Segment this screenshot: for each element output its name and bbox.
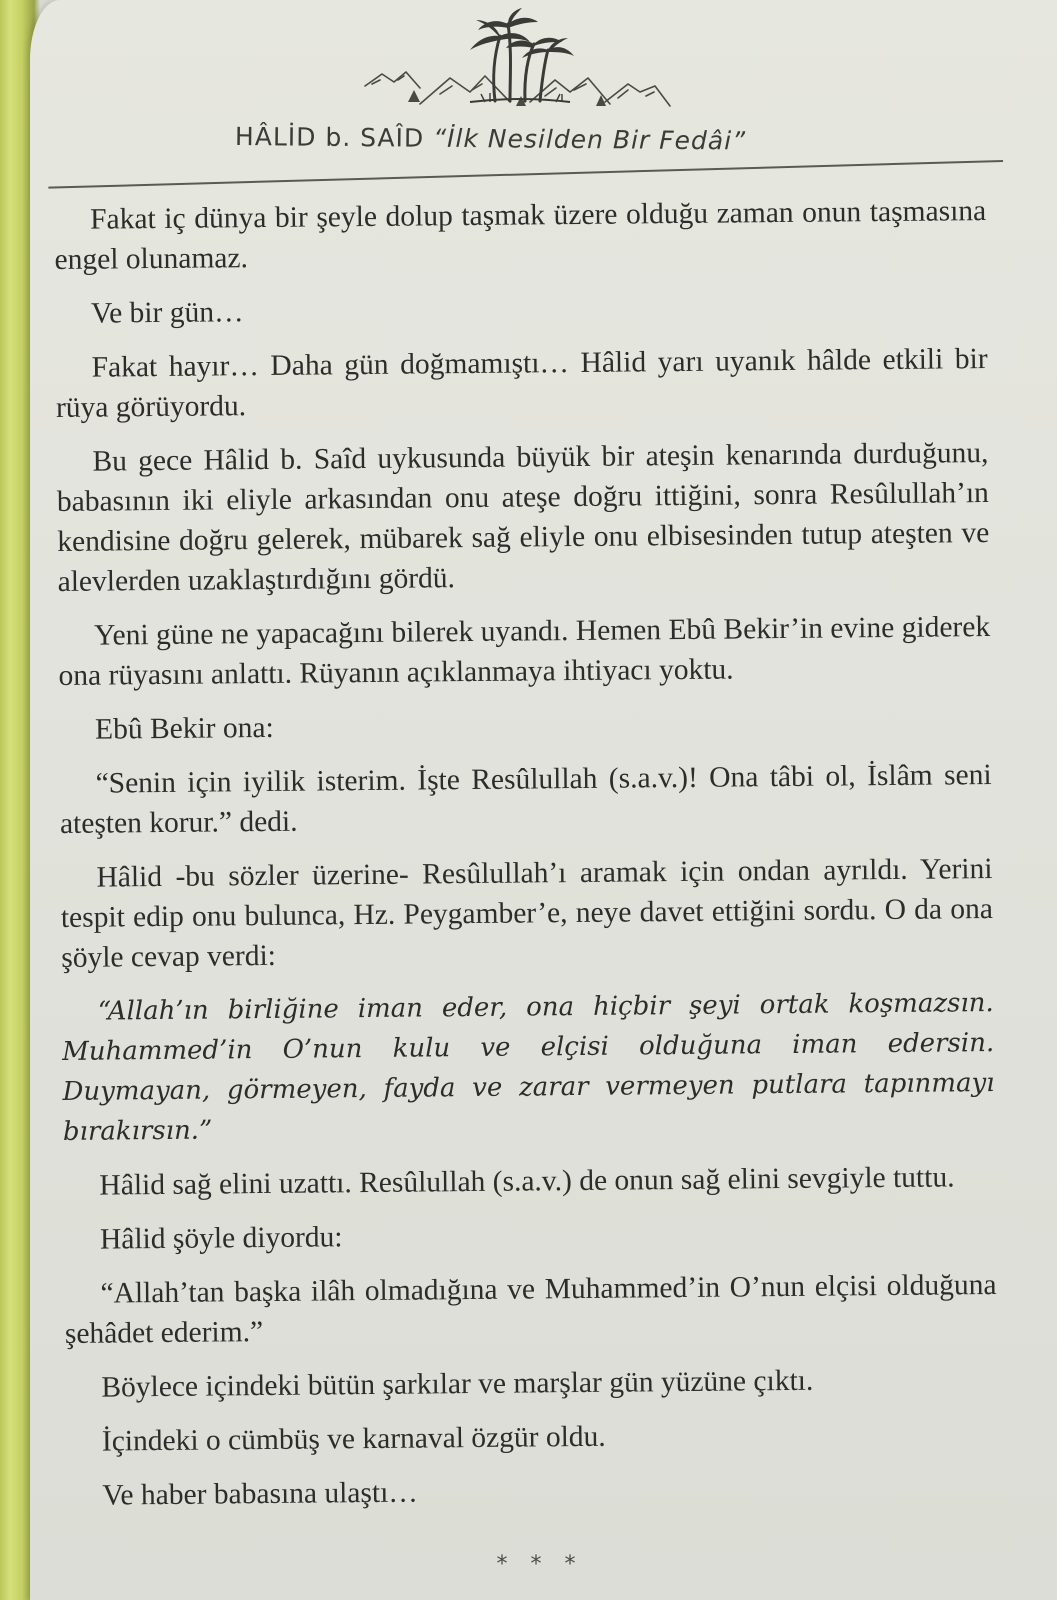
paragraph: Hâlid şöyle diyordu:: [99, 1221, 343, 1256]
paragraph: Yeni güne ne yapacağını bilerek uyandı. Hemen Ebû Bekir’in evine giderek ona rüyasını anlattı. Rüyanın açıklanmaya ihtiyacı yoktu.: [58, 611, 991, 692]
paragraph: Ve haber babasına ulaştı…: [102, 1476, 418, 1512]
paragraph: Ebû Bekir ona:: [94, 711, 274, 746]
paragraph: Hâlid -bu sözler üzerine- Resûlullah’ı aramak için ondan ayrıldı. Yerini tespit edip onu bulunca, Hz. Peygamber’e, neye davet ettiğini sordu. O da ona şöyle cevap verdi:: [60, 853, 994, 974]
section-break: * * *: [496, 1552, 584, 1577]
body-text: [54, 191, 999, 1530]
paragraph: Böylece içindeki bütün şarkılar ve marşlar gün yüzüne çıktı.: [101, 1364, 814, 1404]
quoted-paragraph: “Allah’ın birliğine iman eder, ona hiçbir şeyi ortak koşmazsın. Muhammed’in O’nun kulu ve elçisi olduğuna iman edersin. Duymayan, görmeyen, fayda ve zarar vermeyen putlara tapınmayı bırakırsın.”: [62, 988, 995, 1147]
palm-trees-mountains-illustration: [360, 6, 690, 118]
header-rule: [48, 160, 1003, 189]
paragraph: İçindeki o cümbüş ve karnaval özgür oldu.: [101, 1420, 606, 1458]
running-head-name: HÂLİD b. SAÎD: [234, 122, 425, 153]
paragraph: Fakat iç dünya bir şeyle dolup taşmak üzere olduğu zaman onun taşmasına engel olunamaz.: [54, 195, 987, 276]
paragraph: “Allah’tan başka ilâh olmadığına ve Muhammed’in O’nun elçisi olduğuna şehâdet ederim.”: [64, 1269, 997, 1350]
paragraph: Ve bir gün…: [90, 296, 244, 330]
paragraph: Hâlid sağ elini uzattı. Resûlullah (s.a.v.) de onun sağ elini sevgiyle tuttu.: [99, 1161, 955, 1202]
running-head-title: “İlk Nesilden Bir Fedâi”: [433, 123, 747, 156]
running-head: [235, 122, 795, 156]
book-page: [30, 0, 1057, 1600]
paragraph: Fakat hayır… Daha gün doğmamıştı… Hâlid yarı uyanık hâlde etkili bir rüya görüyordu.: [55, 343, 988, 424]
paragraph: “Senin için iyilik isterim. İşte Resûlullah (s.a.v.)! Ona tâbi ol, İslâm seni ateşten korur.” dedi.: [59, 759, 992, 840]
paragraph: Bu gece Hâlid b. Saîd uykusunda büyük bir ateşin kenarında durduğunu, babasının iki eliyle arkasından onu ateşe doğru ittiğini, sonra Resûlullah’ın kendisine doğru gelerek, mübarek sağ eliyle onu elbisesinden tutup ateşten ve alevlerden uzaklaştırdığını gördü.: [56, 437, 990, 598]
